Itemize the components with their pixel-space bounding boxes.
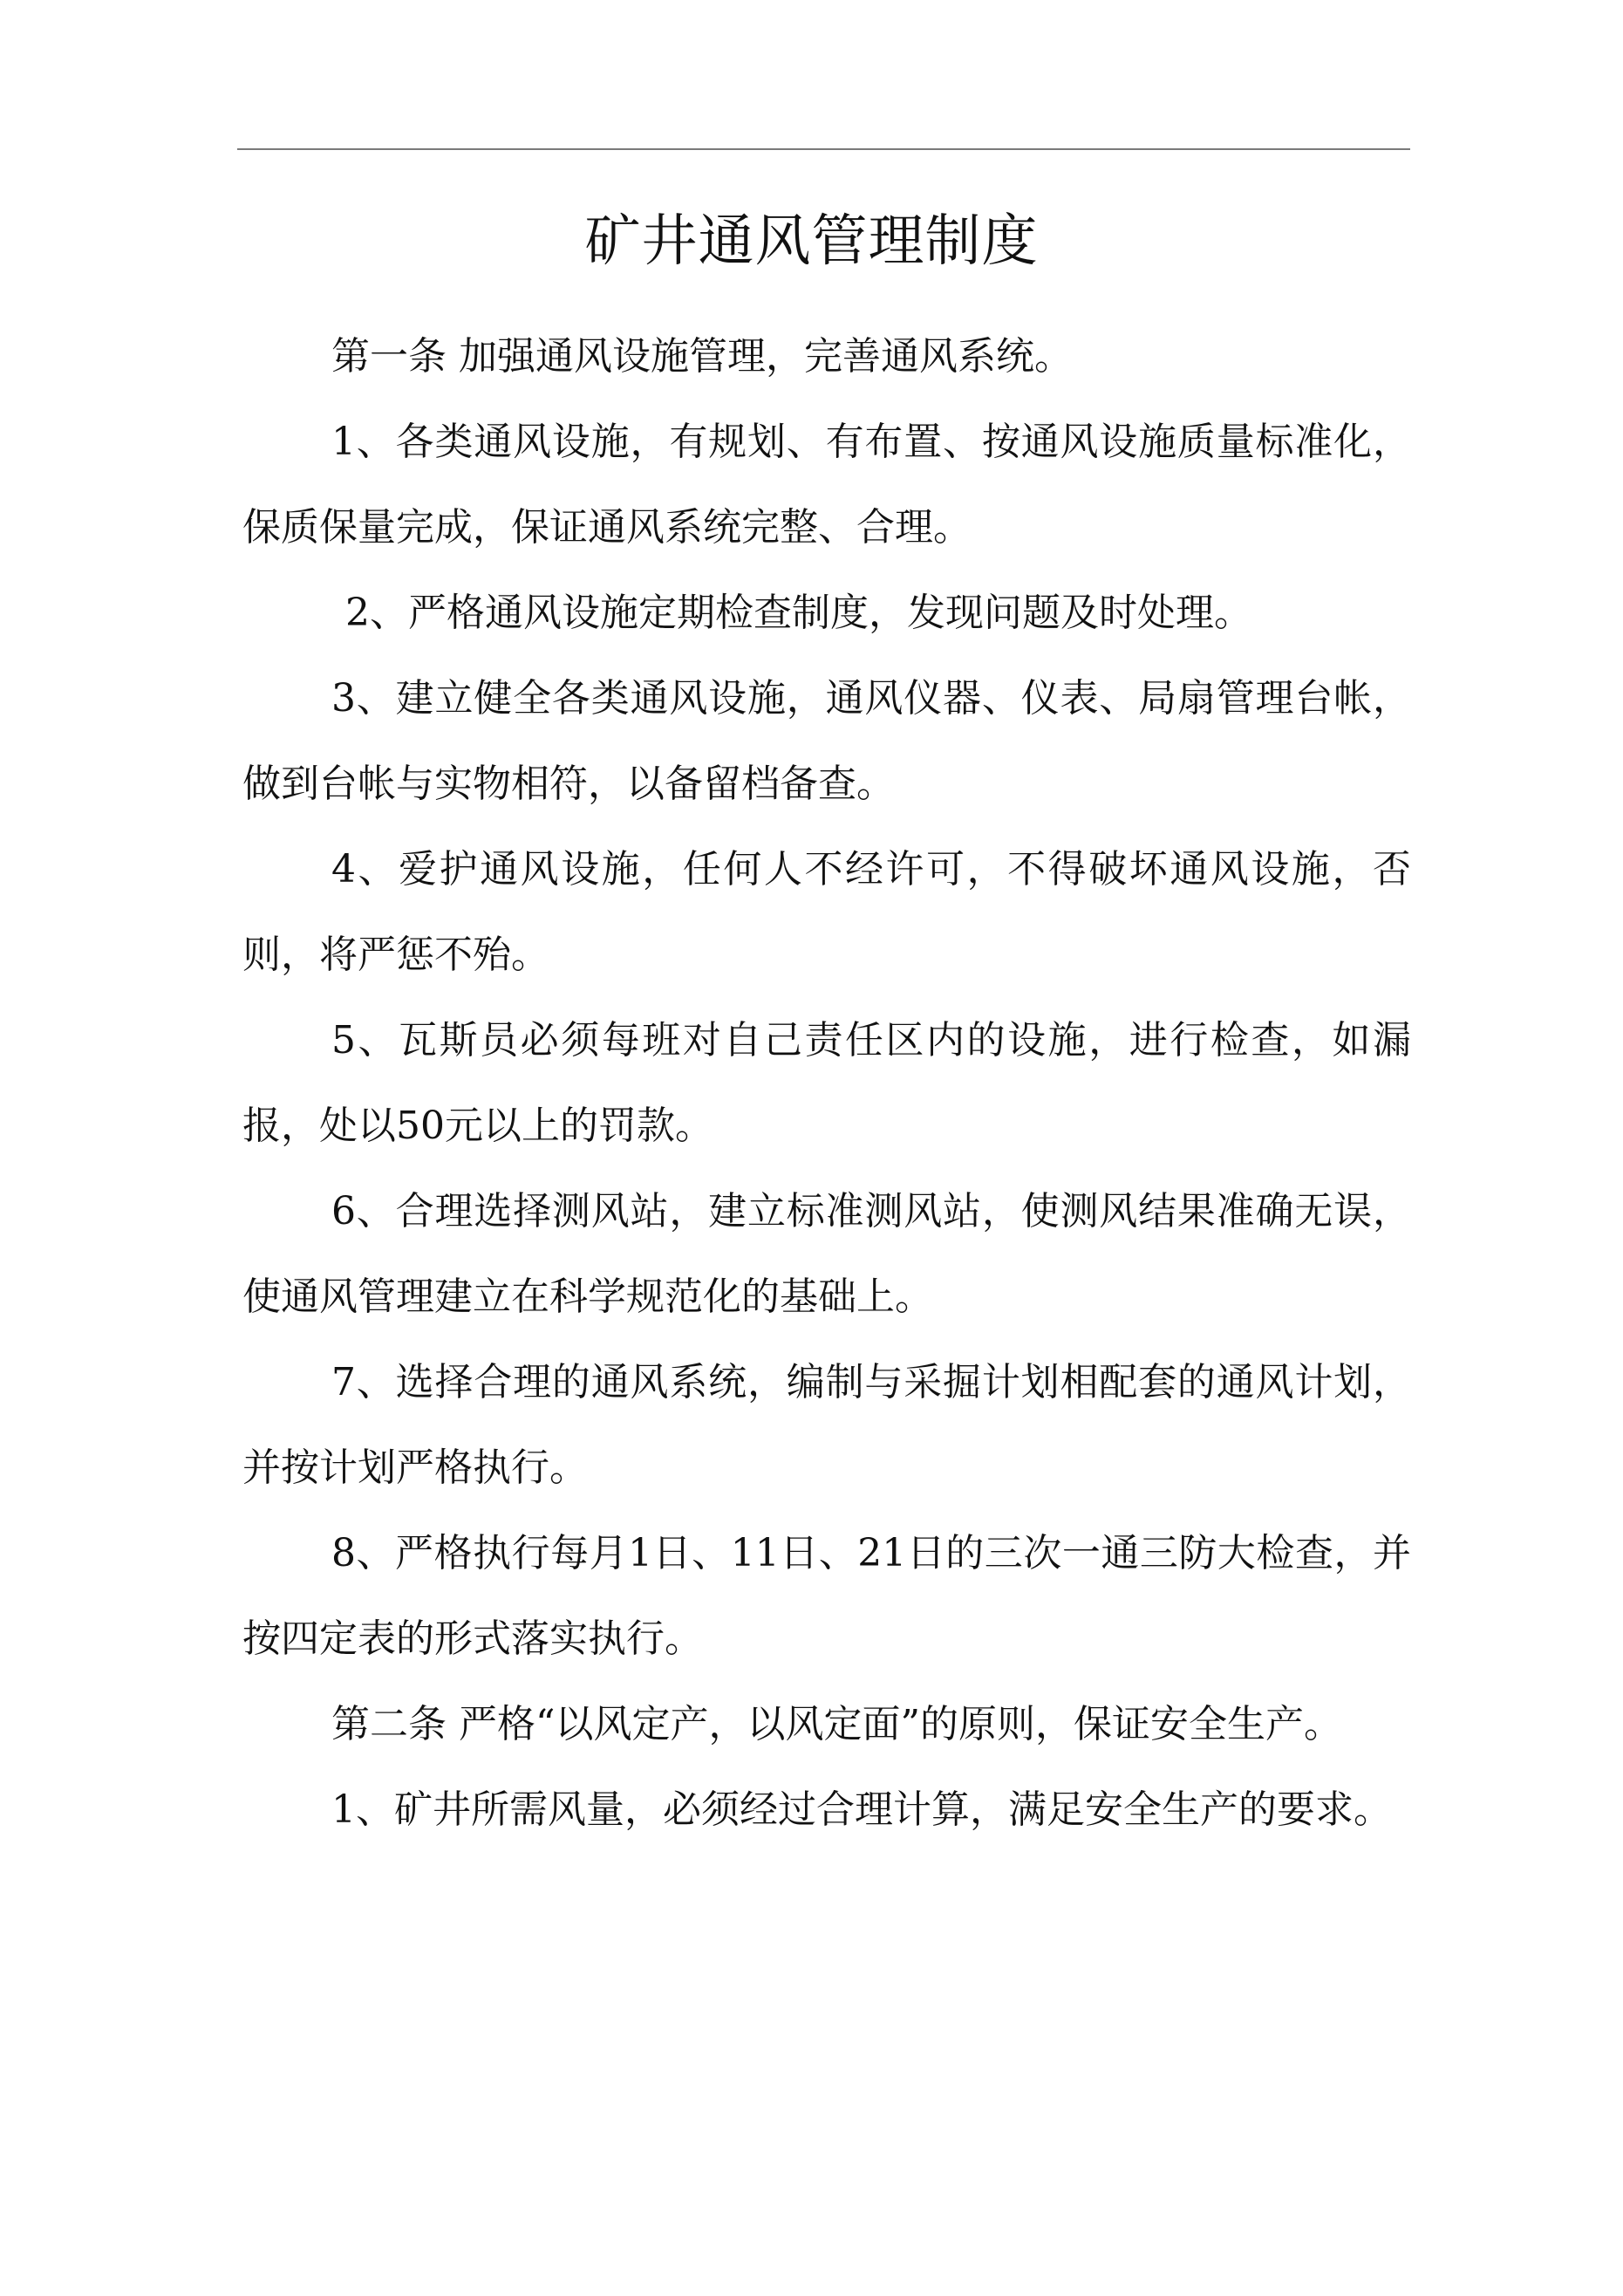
article-1-item-3: 3、建立健全各类通风设施，通风仪器、仪表、局扇管理台帐，做到台帐与实物相符，以备留档备查。 <box>242 676 1411 806</box>
article-1-item-4: 4、爱护通风设施，任何人不经许可，不得破坏通风设施，否则，将严惩不殆。 <box>242 847 1411 977</box>
article-1-item-2: 2、严格通风设施定期检查制度，发现问题及时处理。 <box>345 591 1252 635</box>
document-title: 矿井通风管理制度 <box>584 209 1039 274</box>
article-1-item-6: 6、合理选择测风站，建立标准测风站，使测风结果准确无误，使通风管理建立在科学规范化的基础上。 <box>242 1189 1411 1319</box>
header-rule <box>237 148 1410 150</box>
article-1-heading: 第一条 加强通风设施管理，完善通风系统。 <box>331 334 1073 379</box>
article-1-item-5: 5、瓦斯员必须每班对自己责任区内的设施，进行检查，如漏报，处以50元以上的罚款。 <box>242 1018 1411 1148</box>
article-2-item-1: 1、矿井所需风量，必须经过合理计算，满足安全生产的要求。 <box>331 1787 1392 1832</box>
article-2-heading: 第二条 严格“以风定产，以风定面”的原则，保证安全生产。 <box>331 1702 1342 1746</box>
article-1-item-8: 8、严格执行每月1日、11日、21日的三次一通三防大检查，并按四定表的形式落实执行。 <box>242 1531 1411 1661</box>
document-body <box>242 314 1411 1853</box>
article-1-item-1: 1、各类通风设施，有规划、有布置、按通风设施质量标准化，保质保量完成，保证通风系统完整、合理。 <box>242 420 1411 550</box>
article-1-item-7: 7、选择合理的通风系统，编制与采掘计划相配套的通风计划，并按计划严格执行。 <box>242 1360 1411 1490</box>
